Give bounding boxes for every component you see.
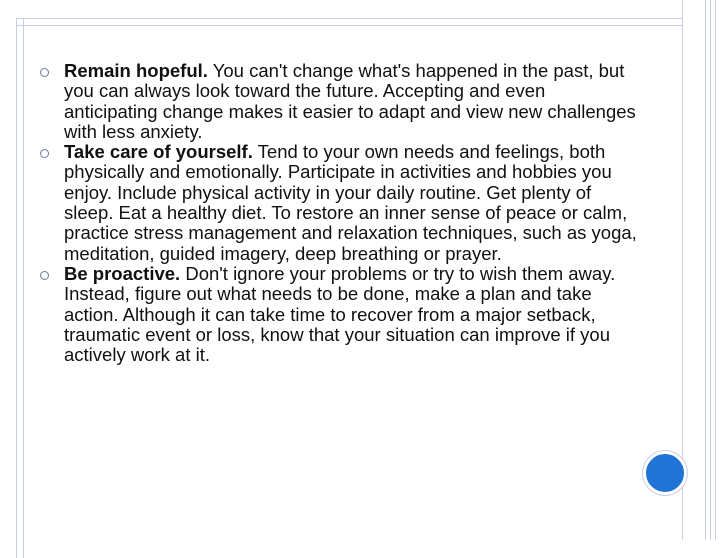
frame-right-band <box>682 0 706 540</box>
item-text: Don't ignore your problems or try to wish them away. Instead, figure out what needs to be done, make a plan and take action. Although it can take time to recover from a major setback, traumatic event or loss, know that your situation can improve if you actively work at it. <box>64 262 616 366</box>
item-lead: Take care of yourself. <box>64 141 253 163</box>
decorative-circle <box>643 451 687 495</box>
bullet-icon <box>40 68 49 77</box>
frame-right-inner-band <box>710 0 716 540</box>
frame-left-line <box>16 18 24 558</box>
bullet-list <box>40 61 640 365</box>
frame-top-line <box>16 18 682 26</box>
list-item <box>40 142 640 264</box>
item-lead: Remain hopeful. <box>64 60 208 81</box>
item-text: Tend to your own needs and feelings, both physically and emotionally. Participate in activities and hobbies you enjoy. Include physical activity in your daily routine. Get plenty of sleep. Eat a healthy diet. To restore an inner sense of peace or calm, practice stress management and relaxation techniques, such as yoga, meditation, guided imagery, deep breathing or prayer. <box>64 141 637 264</box>
item-lead: Be proactive. <box>64 262 181 284</box>
bullet-icon <box>40 149 49 158</box>
bullet-icon <box>40 271 49 280</box>
item-text: You can't change what's happened in the past, but you can always look toward the future. Accepting and even anticipating change makes it easier to adapt and view new challenges with less anxiety. <box>64 60 636 142</box>
list-item <box>40 61 640 142</box>
list-item <box>40 264 640 365</box>
